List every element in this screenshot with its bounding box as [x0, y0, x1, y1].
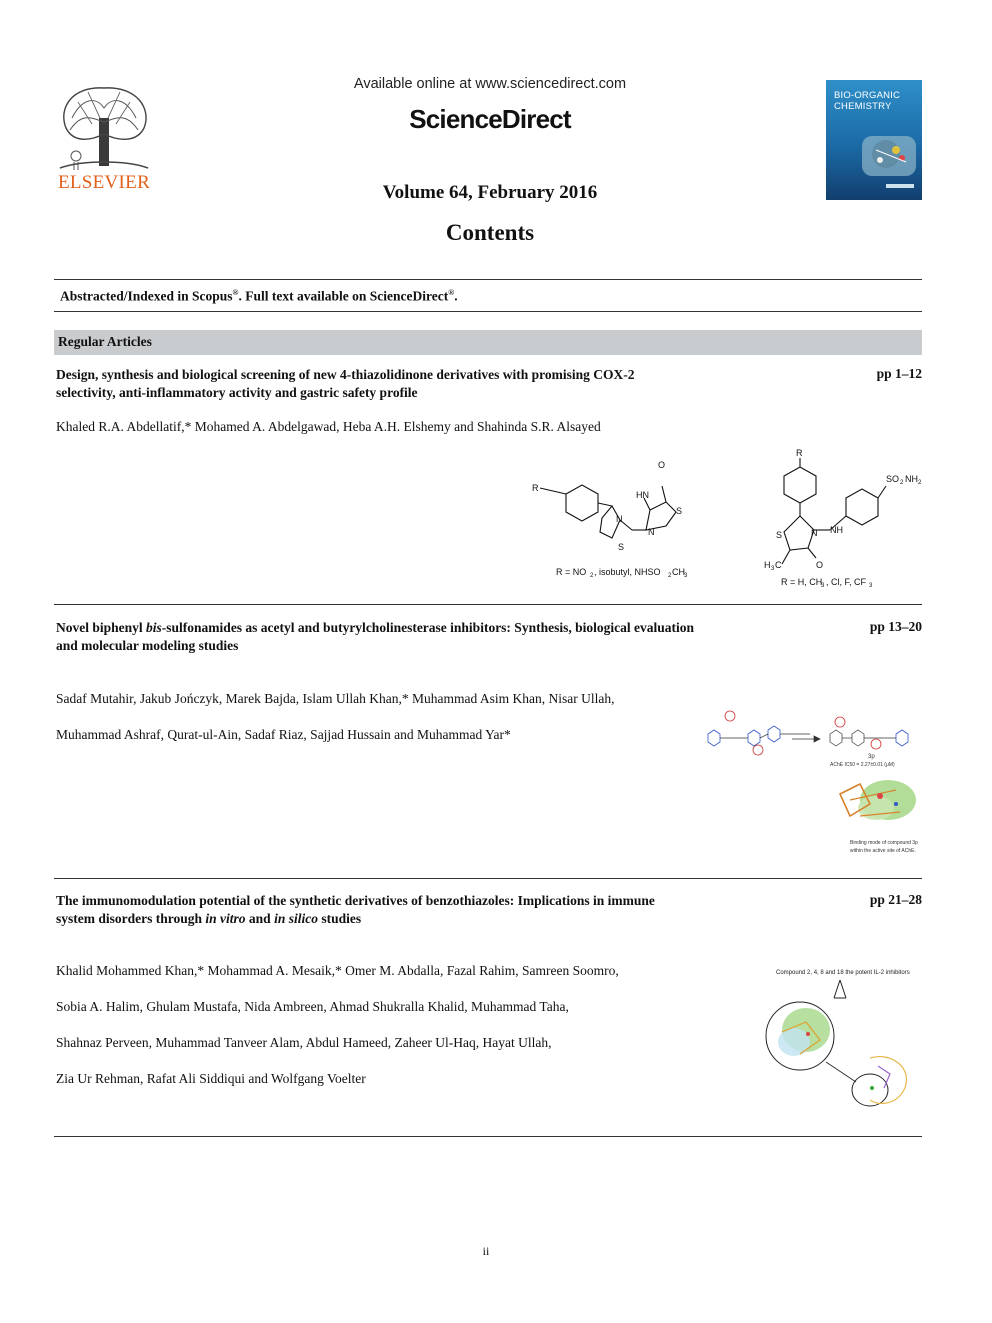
graphical-abstract-1	[526, 446, 926, 590]
divider	[54, 878, 922, 879]
graphic-caption: , Cl, F, CF	[826, 577, 866, 587]
article-title[interactable]: The immunomodulation potential of the synthetic derivatives of benzothiazoles: Implications in immune system disorders through in vitro and in silico studies	[56, 893, 655, 926]
graphic-caption: 3	[869, 583, 873, 589]
elsevier-logo[interactable]	[52, 78, 156, 194]
atom-label: N	[648, 527, 655, 537]
article-pages: pp 13–20	[869, 619, 922, 634]
atom-label: 2	[900, 480, 904, 486]
divider	[54, 604, 922, 605]
publisher-name: ELSEVIER	[57, 172, 151, 193]
graphic-caption: 2	[590, 573, 594, 579]
journal-cover-title: BIO-ORGANIC CHEMISTRY	[834, 90, 901, 112]
atom-label: S	[618, 542, 625, 552]
graphic-caption: R = NO	[556, 567, 587, 577]
atom-label: R	[532, 483, 539, 493]
atom-label: S	[676, 506, 683, 516]
article-title[interactable]: Design, synthesis and biological screening of new 4-thiazolidinone derivatives with promising COX-2 selectivity, anti-inflammatory activity and gastric safety profile	[56, 367, 635, 400]
atom-label: C	[775, 560, 782, 570]
atom-label: NH	[830, 525, 843, 535]
graphic-caption: CH	[672, 567, 685, 577]
divider	[54, 279, 922, 280]
journal-cover[interactable]	[826, 80, 922, 200]
atom-label: NH	[905, 474, 918, 484]
binding-caption: Binding mode of compound 3p	[850, 840, 918, 846]
graphic-caption: 3	[821, 583, 825, 589]
article-title[interactable]: Novel biphenyl bis-sulfonamides as acetyl and butyrylcholinesterase inhibitors: Synthesis, biological evaluation and molecular modeling studies	[56, 620, 694, 653]
section-header	[54, 330, 922, 355]
volume-heading: Volume 64, February 2016	[382, 182, 598, 203]
page-number: ii	[482, 1244, 490, 1258]
atom-label: SO	[886, 474, 900, 484]
divider	[54, 1136, 922, 1137]
article-authors: Khalid Mohammed Khan,* Mohammad A. Mesaik,* Omer M. Abdalla, Fazal Rahim, Samreen Soomro, Sobia A. Halim, Ghulam Mustafa, Nida Ambreen, Ahmad Shukralla Khalid, Muhammad Taha, Shahnaz Perveen, Muhammad Tanveer Alam, Abdul Hameed, Zaheer Ul-Haq, Hayat Ullah, Zia Ur Rehman, Rafat Ali Siddiqui and Wolfgang Voelter	[56, 963, 619, 1086]
atom-label: O	[816, 560, 824, 570]
graphic-caption: R = H, CH	[781, 577, 823, 587]
graphic-caption: Compound 2, 4, 8 and 18 the potent IL-2 inhibitors	[776, 970, 910, 976]
molecule-artwork-icon	[826, 80, 922, 200]
atom-label: 2	[918, 480, 922, 486]
section-label: Regular Articles	[58, 334, 152, 349]
article-pages: pp 21–28	[869, 892, 922, 907]
indexing-note: Abstracted/Indexed in Scopus®. Full text available on ScienceDirect®.	[60, 288, 458, 304]
page-title: Contents	[445, 220, 535, 245]
atom-label: O	[658, 460, 666, 470]
sciencedirect-brand[interactable]: ScienceDirect	[409, 104, 571, 134]
atom-label: 3	[771, 566, 775, 572]
article-authors: Khaled R.A. Abdellatif,* Mohamed A. Abdelgawad, Heba A.H. Elshemy and Shahinda S.R. Alsayed	[56, 419, 601, 434]
compound-label: 3p	[868, 754, 875, 760]
graphic-caption: 2	[668, 573, 672, 579]
graphic-caption: , isobutyl, NHSO	[594, 567, 661, 577]
article-authors: Sadaf Mutahir, Jakub Jończyk, Marek Bajda, Islam Ullah Khan,* Muhammad Asim Khan, Nisar Ullah, Muhammad Ashraf, Qurat-ul-Ain, Sadaf Riaz, Sajjad Hussain and Muhammad Yar*	[56, 691, 615, 742]
binding-caption: within the active site of AChE.	[850, 848, 916, 854]
graphical-abstract-2	[700, 704, 922, 856]
graphical-abstract-3	[760, 962, 922, 1114]
article-pages: pp 1–12	[876, 366, 922, 381]
atom-label: R	[796, 448, 803, 458]
atom-label: H	[764, 560, 771, 570]
atom-label: N	[811, 528, 818, 538]
graphic-caption: 3	[684, 573, 688, 579]
atom-label: S	[776, 530, 783, 540]
divider	[54, 311, 922, 312]
atom-label: N	[616, 514, 623, 524]
ache-label: AChE IC50 = 2.27±0.01 (μM)	[830, 762, 895, 768]
elsevier-tree-icon	[52, 78, 156, 174]
atom-label: HN	[636, 490, 649, 500]
available-online-text[interactable]: Available online at www.sciencedirect.com	[353, 76, 627, 92]
